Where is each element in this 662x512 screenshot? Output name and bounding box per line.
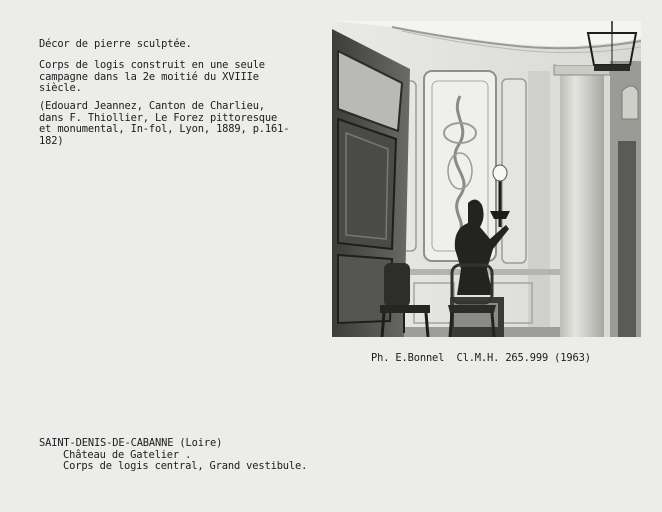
description-line: Décor de pierre sculptée. [39, 38, 192, 50]
bibliographic-reference: (Edouard Jeannez, Canton de Charlieu, dans F. Thiollier, Le Forez pittoresque et monumental, In-fol, Lyon, 1889, p.161- 182) [39, 100, 290, 147]
location-title: SAINT-DENIS-DE-CABANNE (Loire) [39, 437, 223, 449]
room-description: Corps de logis central, Grand vestibule. [63, 460, 308, 472]
construction-note: Corps de logis construit en une seule campagne dans la 2e moitié du XVIIIe siècle. [39, 59, 265, 95]
interior-photograph [332, 21, 641, 337]
vestibule-photo-illustration [332, 21, 641, 337]
photo-credit: Ph. E.Bonnel Cl.M.H. 265.999 (1963) [371, 352, 591, 364]
building-name: Château de Gatelier . [63, 449, 192, 461]
